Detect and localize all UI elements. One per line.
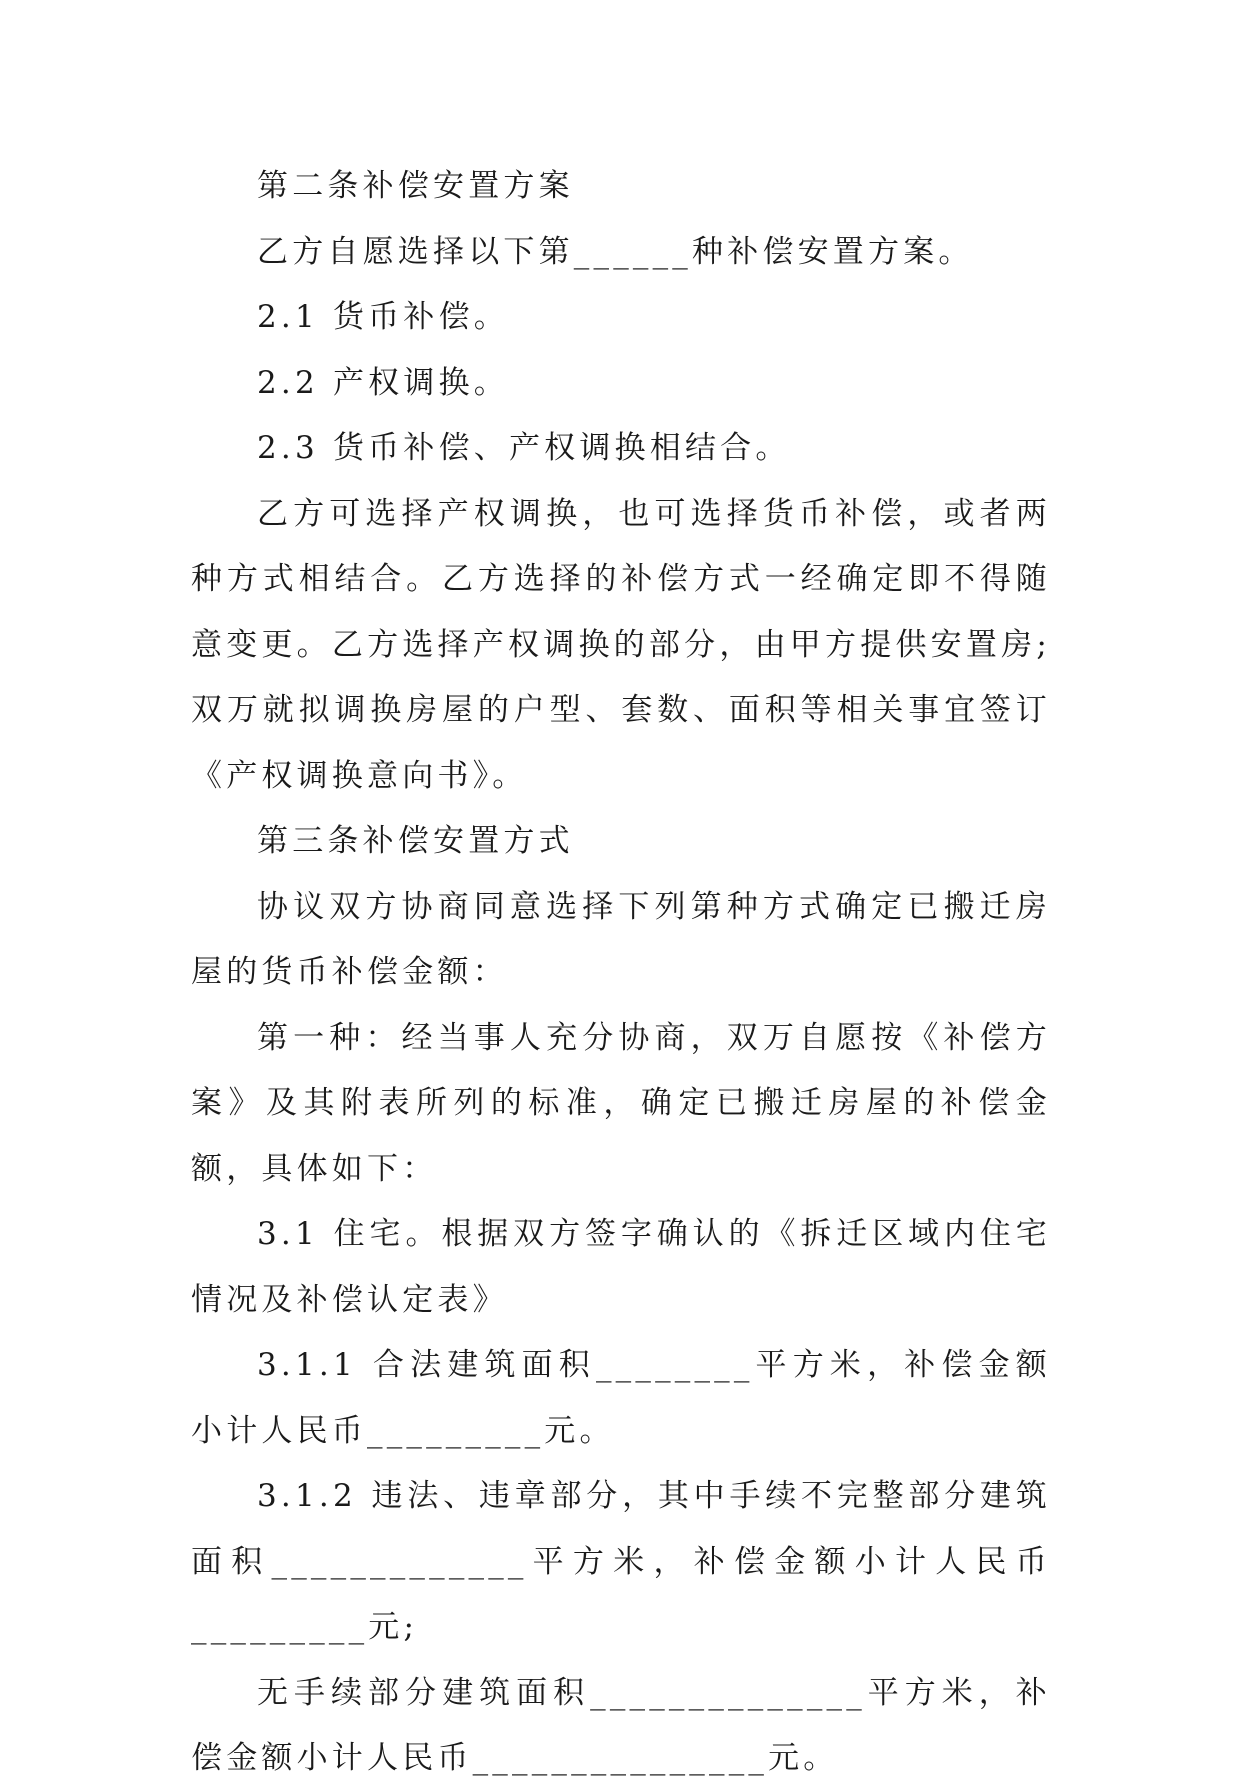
- clause-3-1: 3.1 住宅。根据双方签字确认的《拆迁区域内住宅情况及补偿认定表》: [191, 1216, 1051, 1318]
- scheme-selection-clause: 乙方自愿选择以下第______种补偿安置方案。: [257, 233, 974, 270]
- clause-3-1-2: 3.1.2 违法、违章部分，其中手续不完整部分建筑面积_____________平方米，补偿金额小计人民币_________元;: [191, 1478, 1051, 1645]
- no-permit-area-clause: 无手续部分建筑面积______________平方米，补偿金额小计人民币_______________元。: [191, 1674, 1051, 1776]
- clause-2-1: 2.1 货币补偿。: [257, 299, 509, 335]
- clause-2-2: 2.2 产权调换。: [257, 364, 509, 401]
- article-3-heading: 第三条补偿安置方式: [257, 823, 574, 859]
- first-method-paragraph: 第一种：经当事人充分协商，双万自愿按《补偿方案》及其附表所列的标准，确定已搬迁房屋的补偿金额，具体如下：: [191, 1019, 1051, 1187]
- clause-3-1-1: 3.1.1 合法建筑面积________平方米，补偿金额小计人民币_________元。: [191, 1347, 1051, 1449]
- scheme-explanation-paragraph: 乙方可选择产权调换，也可选择货币补偿，或者两种方式相结合。乙方选择的补偿方式一经确定即不得随意变更。乙方选择产权调换的部分，由甲方提供安置房;双万就拟调换房屋的户型、套数、面积等相关事宜签订《产权调换意向书》。: [191, 495, 1051, 794]
- clause-2-3: 2.3 货币补偿、产权调换相结合。: [257, 430, 791, 466]
- document-body: [191, 154, 1051, 1792]
- method-selection-clause: 协议双方协商同意选择下列第种方式确定已搬迁房屋的货币补偿金额：: [191, 888, 1051, 990]
- article-2-heading: 第二条补偿安置方案: [257, 168, 574, 204]
